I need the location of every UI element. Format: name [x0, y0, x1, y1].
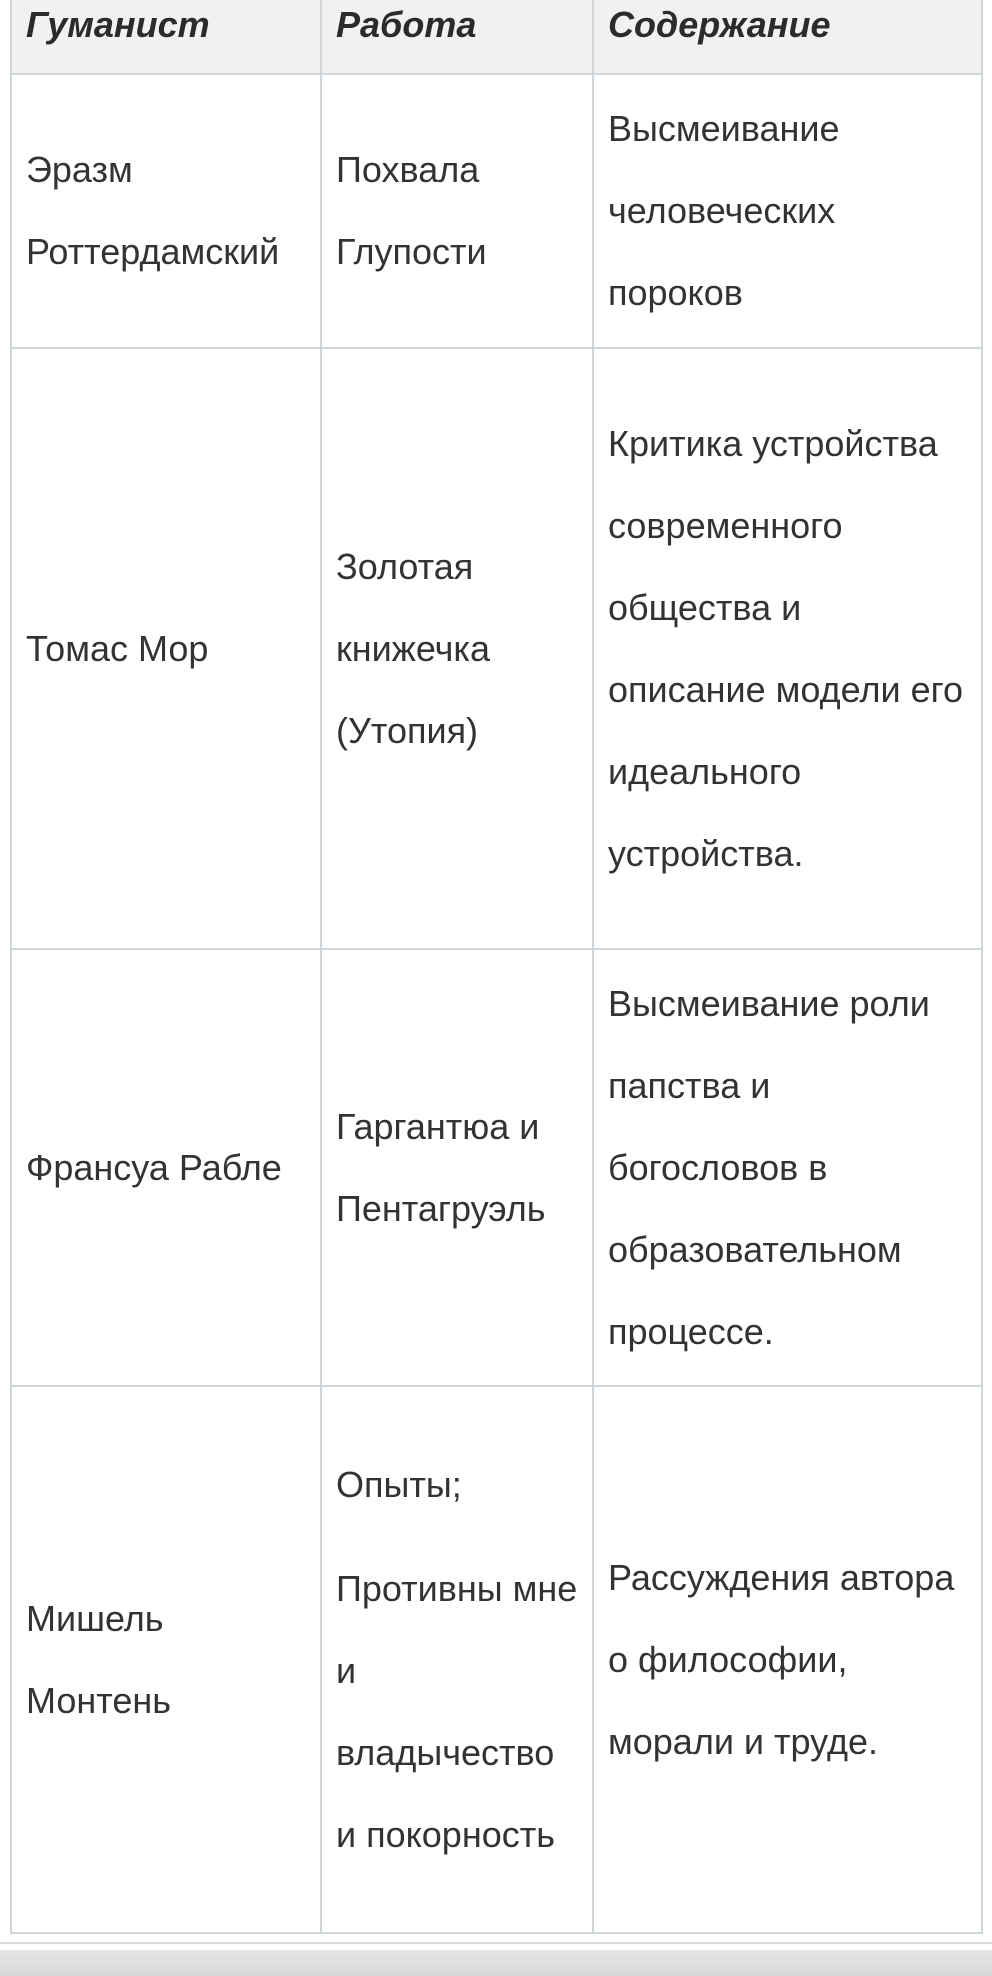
cell-work	[321, 949, 593, 1386]
work-title: Противны мне и владычество и покорность	[336, 1567, 578, 1855]
cell-humanist: Томас Мор	[11, 348, 321, 949]
header-work: Работа	[321, 0, 593, 74]
humanists-table	[10, 0, 983, 1934]
cell-work	[321, 74, 593, 348]
table-header-row	[11, 0, 982, 74]
horizontal-scrollbar[interactable]	[0, 1950, 992, 1976]
work-title: Гаргантюа и Пентагруэль	[336, 1105, 546, 1229]
cell-humanist: Эразм Роттердамский	[11, 74, 321, 348]
work-title: Золотая книжечка (Утопия)	[336, 545, 490, 751]
cell-content: Рассуждения автора о философии, морали и труде.	[593, 1386, 982, 1933]
work-title: Похвала Глупости	[336, 149, 487, 272]
cell-work	[321, 348, 593, 949]
cell-content: Критика устройства современного общества и описание модели его идеального устройства.	[593, 348, 982, 949]
work-title: Опыты;	[336, 1463, 462, 1505]
cell-work	[321, 1386, 593, 1933]
table-row	[11, 74, 982, 348]
header-humanist: Гуманист	[11, 0, 321, 74]
cell-humanist: Мишель Монтень	[11, 1386, 321, 1933]
cell-humanist: Франсуа Рабле	[11, 949, 321, 1386]
table-row	[11, 348, 982, 949]
divider	[0, 1942, 992, 1944]
cell-content: Высмеивание человеческих пороков	[593, 74, 982, 348]
cell-content: Высмеивание роли папства и богословов в образовательном процессе.	[593, 949, 982, 1386]
table-row	[11, 1386, 982, 1933]
table-row	[11, 949, 982, 1386]
header-content: Содержание	[593, 0, 982, 74]
